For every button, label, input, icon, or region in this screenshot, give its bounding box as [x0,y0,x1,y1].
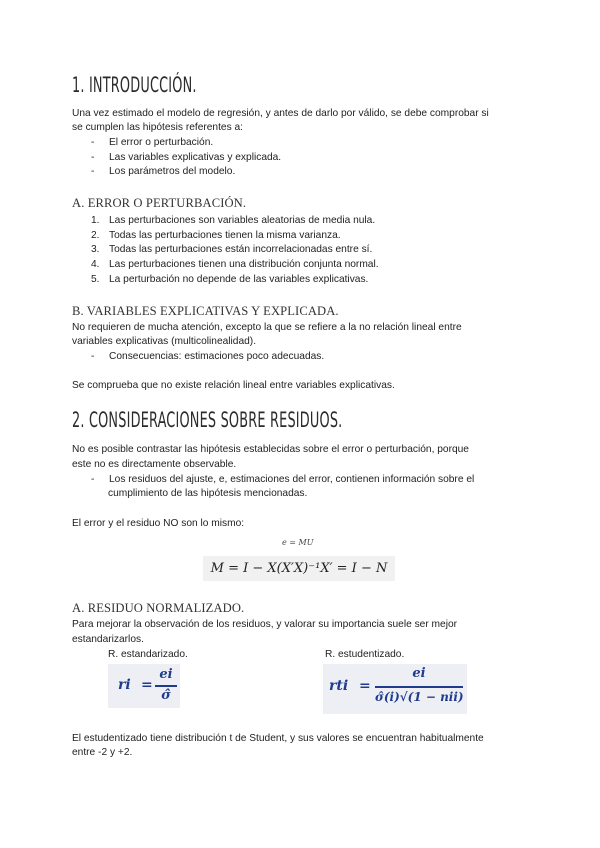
bullet-dash: - [91,166,95,177]
error-list-item-5: 5. La perturbación no depende de las variables explicativas. [91,274,369,285]
section-1-title: 1. INTRODUCCIÓN. [72,73,197,97]
residuos-list-item-1: - Los residuos del ajuste, e, estimaciones del error, contienen información sobre el [91,473,474,488]
variables-paragraph-line-1: No requieren de mucha atención, excepto la que se refiere a la no relación lineal entre [72,322,462,333]
error-list-item-3: 3. Todas las perturbaciones están incorrelacionadas entre sí. [91,244,373,255]
formula-standardized-residual [108,664,180,708]
error-residuo-note: El error y el residuo NO son lo mismo: [72,518,245,529]
formula-studentized-residual [323,664,467,714]
formula-ri-lhs: ri [118,677,131,693]
formula-rti-lhs: rti [329,678,349,694]
intro-list-item-2: - Las variables explicativas y explicada. [91,151,281,166]
normalizado-paragraph-line-2: estandarizarlos. [72,634,144,645]
label-estandarizado: R. estandarizado. [108,649,188,660]
intro-list-item-3: - Los parámetros del modelo. [91,165,235,180]
formula-rti-numerator: ei [412,666,426,681]
error-list-item-4: 4. Las perturbaciones tienen una distribución conjunta normal. [91,259,379,270]
section-2-title: 2. CONSIDERACIONES SOBRE RESIDUOS. [72,408,343,432]
equation-e-mu: e = MU [282,538,314,547]
section-b-title: B. VARIABLES EXPLICATIVAS Y EXPLICADA. [72,304,339,318]
label-estudentizado: R. estudentizado. [325,649,405,660]
variables-list-item-1: - Consecuencias: estimaciones poco adecuadas. [91,350,324,365]
bullet-dash: - [91,152,95,163]
fraction-bar [155,685,177,687]
intro-paragraph-line-2: se cumplen las hipótesis referentes a: [72,122,244,133]
error-list-item-1: 1. Las perturbaciones son variables aleatorias de media nula. [91,215,376,226]
formula-equals: = [359,678,371,694]
final-paragraph-line-2: entre -2 y +2. [72,747,133,758]
formula-ri-denominator: σ̂ [161,688,171,703]
formula-ri-numerator: ei [159,667,173,682]
bullet-dash: - [91,137,95,148]
bullet-dash: - [91,351,95,362]
section-residuo-normalizado-title: A. RESIDUO NORMALIZADO. [72,601,245,615]
variables-paragraph-line-2: variables explicativas (multicolinealidad). [72,336,257,347]
equation-m-matrix: M = I − X(X′X)⁻¹X′ = I − N [203,556,395,581]
residuos-paragraph-line-2: este no es directamente observable. [72,459,237,470]
bullet-dash: - [91,474,95,485]
intro-paragraph-line-1: Una vez estimado el modelo de regresión, y antes de darlo por válido, se debe comprobar si [72,108,489,119]
section-a-title: A. ERROR O PERTURBACIÓN. [72,196,247,210]
final-paragraph-line-1: El estudentizado tiene distribución t de Student, y sus valores se encuentran habitualmente [72,733,484,744]
residuos-list-item-1-cont: cumplimiento de las hipótesis mencionadas. [108,488,308,499]
intro-list-item-1: - El error o perturbación. [91,136,213,151]
formula-equals: = [141,677,153,693]
normalizado-paragraph-line-1: Para mejorar la observación de los residuos, y valorar su importancia suele ser mejor [72,619,458,630]
variables-paragraph-2: Se comprueba que no existe relación lineal entre variables explicativas. [72,380,395,391]
error-list-item-2: 2. Todas las perturbaciones tienen la misma varianza. [91,230,341,241]
fraction-bar [375,686,463,688]
residuos-paragraph-line-1: No es posible contrastar las hipótesis establecidas sobre el error o perturbación, porque [72,444,469,455]
formula-rti-denominator: σ̂(i)√(1 − nii) [375,690,464,704]
